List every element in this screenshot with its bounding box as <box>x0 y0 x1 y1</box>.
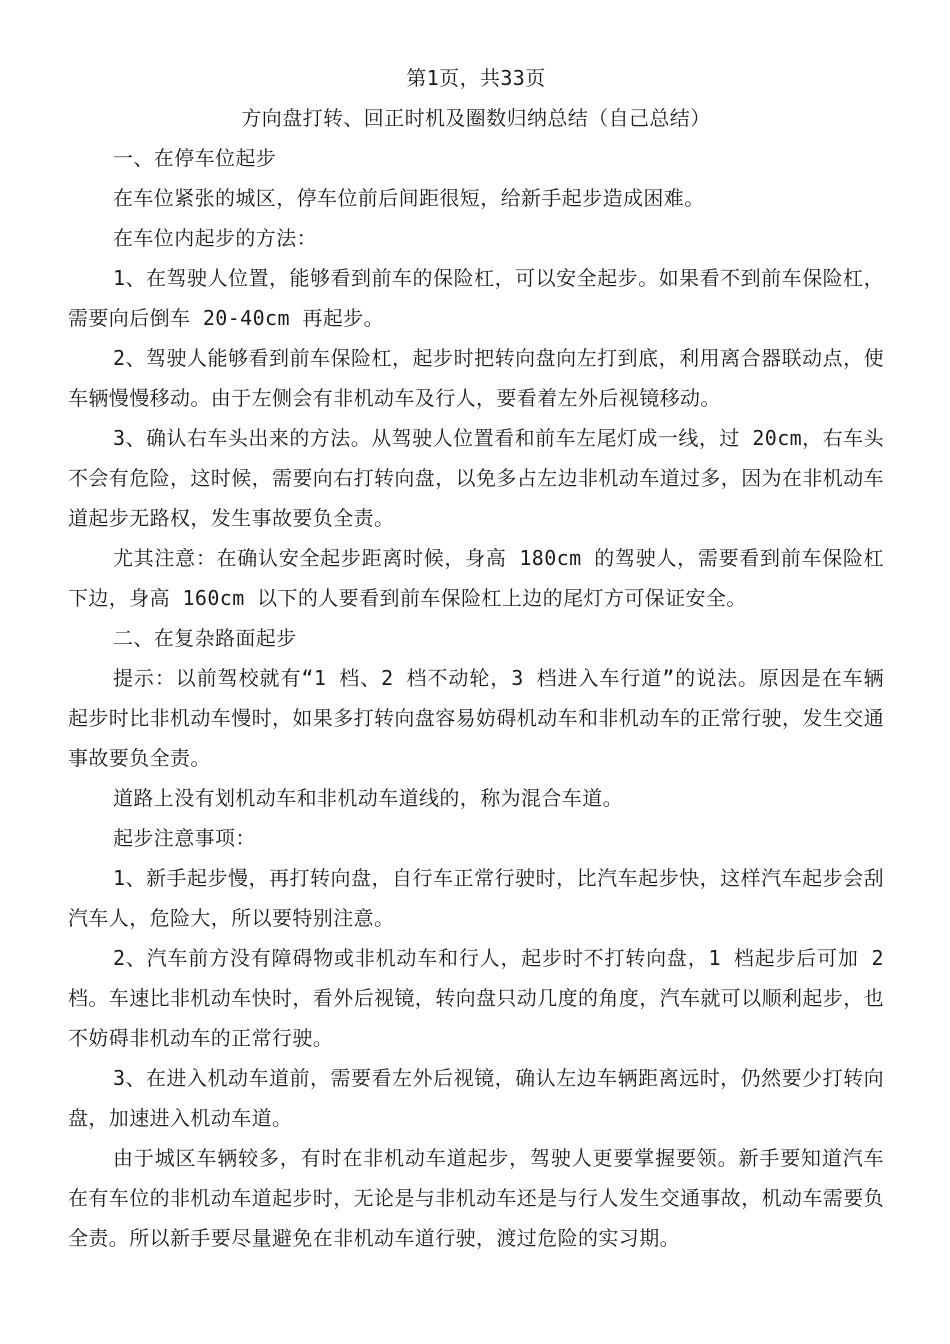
page-number: 第1页，共33页 <box>406 66 546 90</box>
section-heading: 一、在停车位起步 <box>113 146 277 170</box>
paragraph: 在车位紧张的城区，停车位前后间距很短，给新手起步造成困难。 <box>113 186 705 210</box>
paragraph: 3、确认右车头出来的方法。从驾驶人位置看和前车左尾灯成一线，过 20cm，右车头不会有危险，这时候，需要向右打转向盘，以免多占左边非机动车道过多，因为在非机动车道起步无路权，发生事故要负全责。 <box>68 426 884 530</box>
paragraph: 3、在进入机动车道前，需要看左外后视镜，确认左边车辆距离远时，仍然要少打转向盘，加速进入机动车道。 <box>68 1066 884 1130</box>
document-body <box>68 58 884 1258</box>
paragraph: 2、驾驶人能够看到前车保险杠，起步时把转向盘向左打到底，利用离合器联动点，使车辆慢慢移动。由于左侧会有非机动车及行人，要看着左外后视镜移动。 <box>68 346 884 410</box>
section-heading: 二、在复杂路面起步 <box>113 626 297 650</box>
paragraph: 1、新手起步慢，再打转向盘，自行车正常行驶时，比汽车起步快，这样汽车起步会刮汽车人，危险大，所以要特别注意。 <box>68 866 884 930</box>
paragraph: 道路上没有划机动车和非机动车道线的，称为混合车道。 <box>113 786 623 810</box>
paragraph: 尤其注意：在确认安全起步距离时候，身高 180cm 的驾驶人，需要看到前车保险杠下边，身高 160cm 以下的人要看到前车保险杠上边的尾灯方可保证安全。 <box>68 546 884 610</box>
paragraph: 2、汽车前方没有障碍物或非机动车和行人，起步时不打转向盘，1 档起步后可加 2 档。车速比非机动车快时，看外后视镜，转向盘只动几度的角度，汽车就可以顺利起步，也不妨碍非机动车的正常行驶。 <box>68 946 884 1050</box>
paragraph: 在车位内起步的方法： <box>113 226 317 250</box>
paragraph: 起步注意事项： <box>113 826 256 850</box>
document-title: 方向盘打转、回正时机及圈数归纳总结（自己总结） <box>241 106 711 130</box>
paragraph: 提示：以前驾校就有“1 档、2 档不动轮，3 档进入车行道”的说法。原因是在车辆起步时比非机动车慢时，如果多打转向盘容易妨碍机动车和非机动车的正常行驶，发生交通事故要负全责。 <box>68 666 884 770</box>
paragraph: 由于城区车辆较多，有时在非机动车道起步，驾驶人更要掌握要领。新手要知道汽车在有车位的非机动车道起步时，无论是与非机动车还是与行人发生交通事故，机动车需要负全责。所以新手要尽量避免在非机动车道行驶，渡过危险的实习期。 <box>68 1146 884 1250</box>
paragraph: 1、在驾驶人位置，能够看到前车的保险杠，可以安全起步。如果看不到前车保险杠，需要向后倒车 20-40cm 再起步。 <box>68 266 884 330</box>
